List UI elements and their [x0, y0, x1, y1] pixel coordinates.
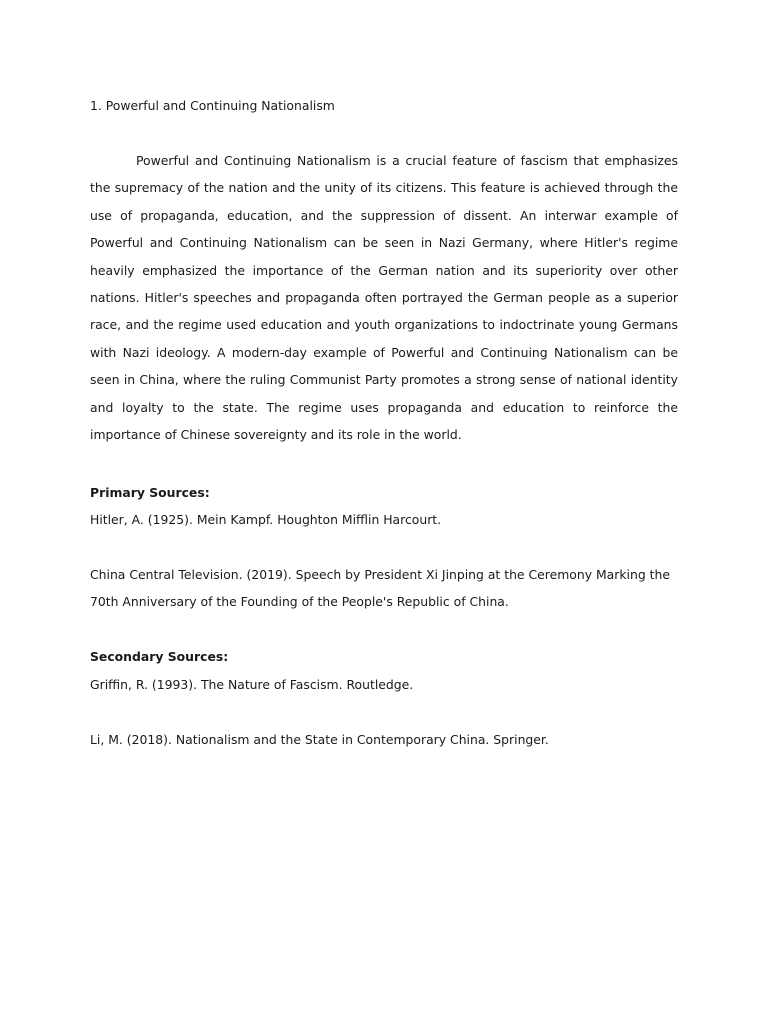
secondary-sources-heading: Secondary Sources:	[90, 649, 229, 664]
secondary-source-item: Li, M. (2018). Nationalism and the State in Contemporary China. Springer.	[90, 732, 549, 747]
secondary-source-item: Griffin, R. (1993). The Nature of Fascism. Routledge.	[90, 677, 414, 692]
primary-source-item: China Central Television. (2019). Speech by President Xi Jinping at the Ceremony Marking the 70th Anniversary of the Founding of the People's Republic of China.	[90, 567, 670, 610]
section-heading: 1. Powerful and Continuing Nationalism	[90, 98, 335, 113]
primary-sources-heading: Primary Sources:	[90, 485, 210, 500]
body-paragraph: Powerful and Continuing Nationalism is a crucial feature of fascism that emphasizes the supremacy of the nation and the unity of its citizens. This feature is achieved through the use of propaganda, education, and the suppression of dissent. An interwar example of Powerful and Continuing Nationalism can be seen in Nazi Germany, where Hitler's regime heavily emphasized the importance of the German nation and its superiority over other nations. Hitler's speeches and propaganda often portrayed the German people as a superior race, and the regime used education and youth organizations to indoctrinate young Germans with Nazi ideology. A modern-day example of Powerful and Continuing Nationalism can be seen in China, where the ruling Communist Party promotes a strong sense of national identity and loyalty to the state. The regime uses propaganda and education to reinforce the importance of Chinese sovereignty and its role in the world.	[90, 153, 678, 443]
primary-source-item: Hitler, A. (1925). Mein Kampf. Houghton Mifflin Harcourt.	[90, 512, 442, 527]
